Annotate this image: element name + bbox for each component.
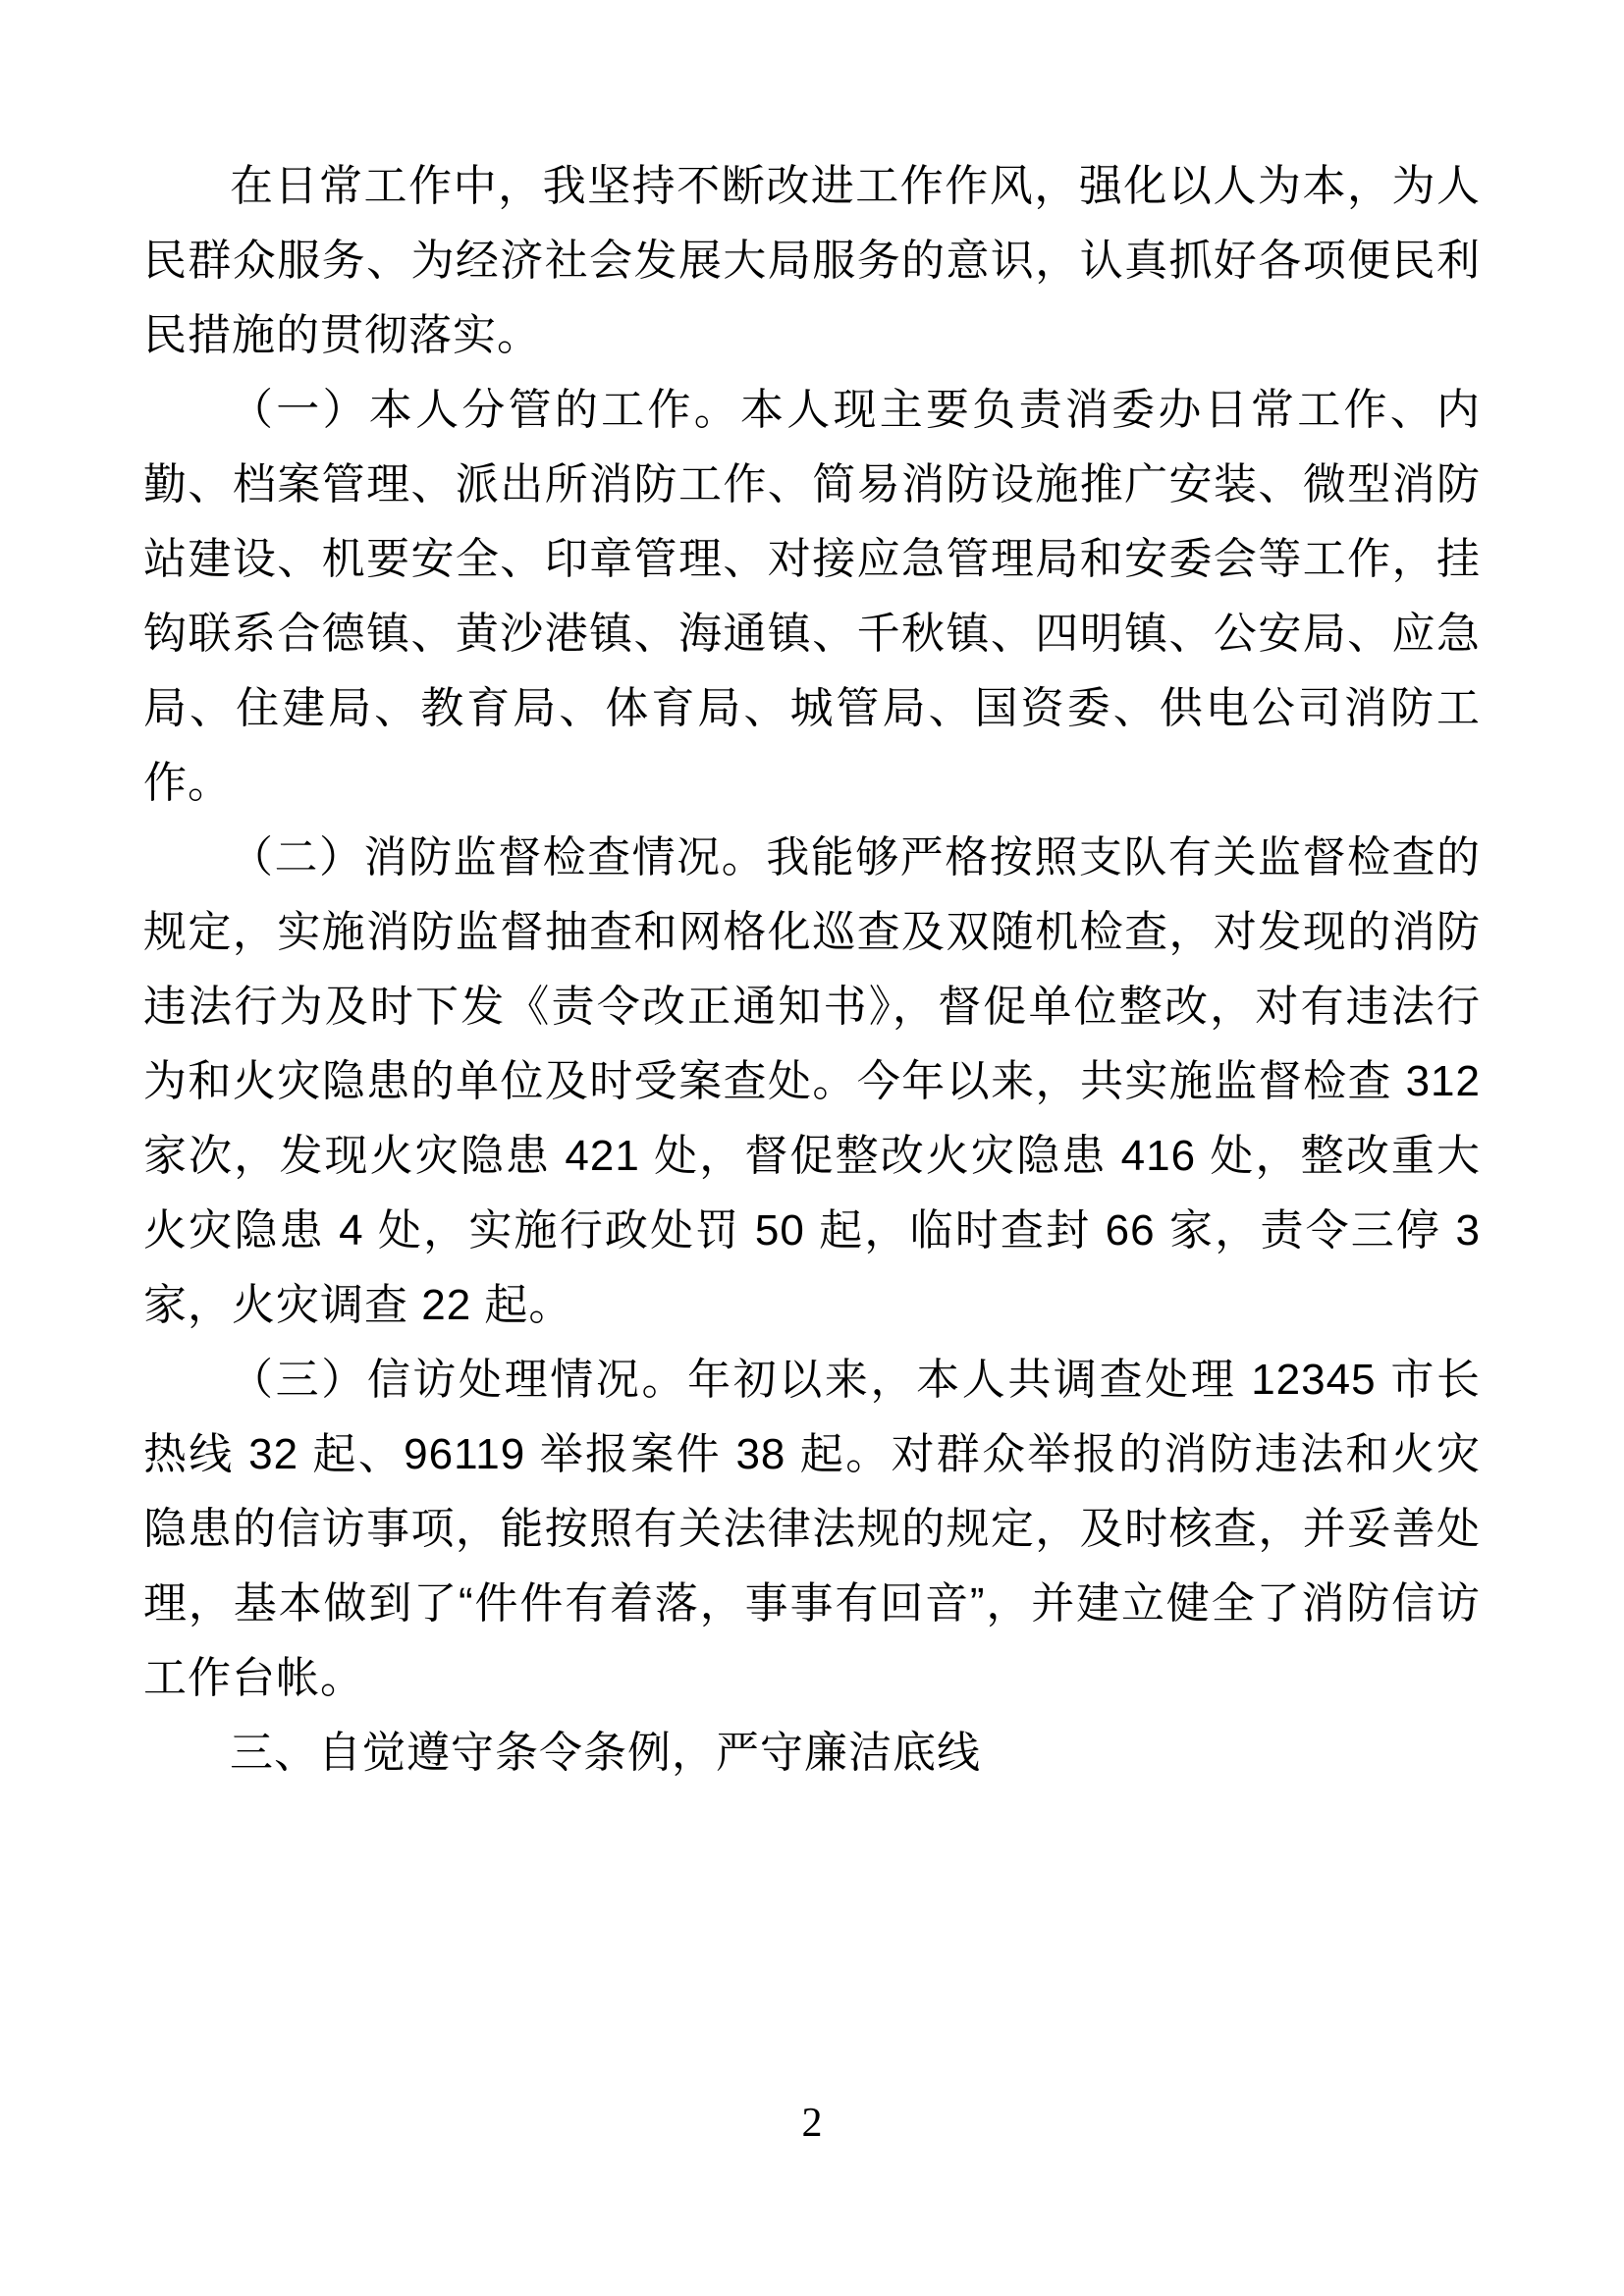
document-body xyxy=(143,149,1481,1790)
page-number: 2 xyxy=(801,2101,823,2146)
paragraph: （三）信访处理情况。年初以来，本人共调查处理 12345 市长热线 32 起、96119 举报案件 38 起。对群众举报的消防违法和火灾隐患的信访事项，能按照有关法律法规的规定，及时核查，并妥善处理，基本做到了“件件有着落，事事有回音”，并建立健全了消防信访工作台帐。 xyxy=(143,1356,1481,1702)
paragraph: 在日常工作中，我坚持不断改进工作作风，强化以人为本，为人民群众服务、为经济社会发展大局服务的意识，认真抓好各项便民利民措施的贯彻落实。 xyxy=(143,162,1481,359)
page-footer xyxy=(0,2100,1624,2147)
section-heading: 三、自觉遵守条令条例，严守廉洁底线 xyxy=(230,1729,981,1777)
paragraph: （二）消防监督检查情况。我能够严格按照支队有关监督检查的规定，实施消防监督抽查和网格化巡查及双随机检查，对发现的消防违法行为及时下发《责令改正通知书》，督促单位整改，对有违法行为和火灾隐患的单位及时受案查处。今年以来，共实施监督检查 312 家次，发现火灾隐患 421 处，督促整改火灾隐患 416 处，整改重大火灾隐患 4 处，实施行政处罚 50 起，临时查封 66 家，责令三停 3 家，火灾调查 22 起。 xyxy=(143,833,1481,1329)
paragraph: （一）本人分管的工作。本人现主要负责消委办日常工作、内勤、档案管理、派出所消防工作、简易消防设施推广安装、微型消防站建设、机要安全、印章管理、对接应急管理局和安委会等工作，挂钩联系合德镇、黄沙港镇、海通镇、千秋镇、四明镇、公安局、应急局、住建局、教育局、体育局、城管局、国资委、供电公司消防工作。 xyxy=(143,386,1481,807)
